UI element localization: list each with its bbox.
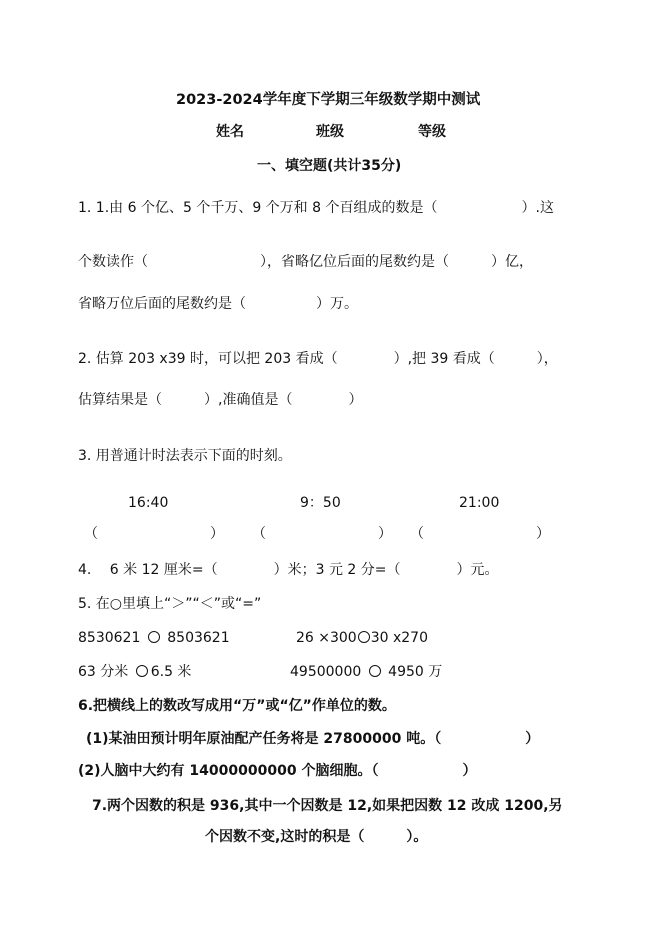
compare-circle-2[interactable] bbox=[358, 631, 370, 643]
q6-sub2: (2)人脑中大约有 14000000000 个脑细胞。（ ） bbox=[78, 763, 477, 779]
class-label: 班级 bbox=[316, 124, 344, 140]
q3-time-3: 21:00 bbox=[459, 495, 500, 511]
q7-line1: 7.两个因数的积是 936,其中一个因数是 12,如果把因数 12 改成 1200,另 bbox=[92, 798, 563, 814]
q5-row2-left bbox=[78, 662, 191, 682]
q4-text: 4. 6 米 12 厘米=（ ）米；3 元 2 分=（ ）元。 bbox=[78, 562, 499, 578]
q3-blank-3: （ ） bbox=[410, 526, 550, 542]
q3-text: 3. 用普通计时法表示下面的时刻。 bbox=[78, 448, 292, 464]
q1-line1: 1. 1.由 6 个亿、5 个千万、9 个万和 8 个百组成的数是（ ）.这 bbox=[78, 200, 554, 216]
q1-line3: 省略万位后面的尾数约是（ ）万。 bbox=[78, 296, 358, 312]
q3-time-1: 16:40 bbox=[128, 495, 169, 511]
q2-line1: 2. 估算 203 x39 时，可以把 203 看成（ ）,把 39 看成（ ）， bbox=[78, 351, 558, 367]
q5-row2-right bbox=[290, 662, 442, 682]
q5-r1r-a: 26 ×300 bbox=[296, 630, 357, 646]
q5-r1r-b: 30 x270 bbox=[370, 630, 428, 646]
q3-time-2: 9：50 bbox=[300, 495, 341, 511]
compare-circle-1[interactable] bbox=[148, 631, 160, 643]
q1-line2: 个数读作（ ），省略亿位后面的尾数约是（ ）亿， bbox=[78, 254, 533, 270]
q7-line2: 个因数不变,这时的积是（ ）。 bbox=[205, 829, 428, 845]
q5-r1l-a: 8530621 bbox=[78, 630, 141, 646]
q6-text: 6.把横线上的数改写成用“万”或“亿”作单位的数。 bbox=[78, 698, 396, 714]
q5-row1-right bbox=[296, 628, 428, 648]
q5-r1l-b: 8503621 bbox=[167, 630, 230, 646]
page-title: 2023-2024学年度下学期三年级数学期中测试 bbox=[176, 92, 481, 108]
grade-label: 等级 bbox=[418, 124, 446, 140]
q5-r2l-a: 63 分米 bbox=[78, 664, 129, 680]
q5-r2r-a: 49500000 bbox=[290, 664, 362, 680]
compare-circle-4[interactable] bbox=[369, 665, 381, 677]
q5-text: 5. 在○里填上“＞”“＜”或“=” bbox=[78, 596, 262, 612]
q3-blank-2: （ ） bbox=[252, 526, 392, 542]
q2-line2: 估算结果是（ ）,准确值是（ ） bbox=[78, 392, 363, 408]
q3-blank-1: （ ） bbox=[84, 526, 224, 542]
q5-r2l-b: 6.5 米 bbox=[150, 664, 192, 680]
q6-sub1: (1)某油田预计明年原油配产任务将是 27800000 吨。（ ） bbox=[86, 731, 540, 747]
name-label: 姓名 bbox=[216, 124, 244, 140]
q5-row1-left bbox=[78, 628, 230, 648]
compare-circle-3[interactable] bbox=[136, 665, 148, 677]
section-title: 一、填空题(共计35分) bbox=[257, 158, 402, 174]
q5-r2r-b: 4950 万 bbox=[388, 664, 443, 680]
